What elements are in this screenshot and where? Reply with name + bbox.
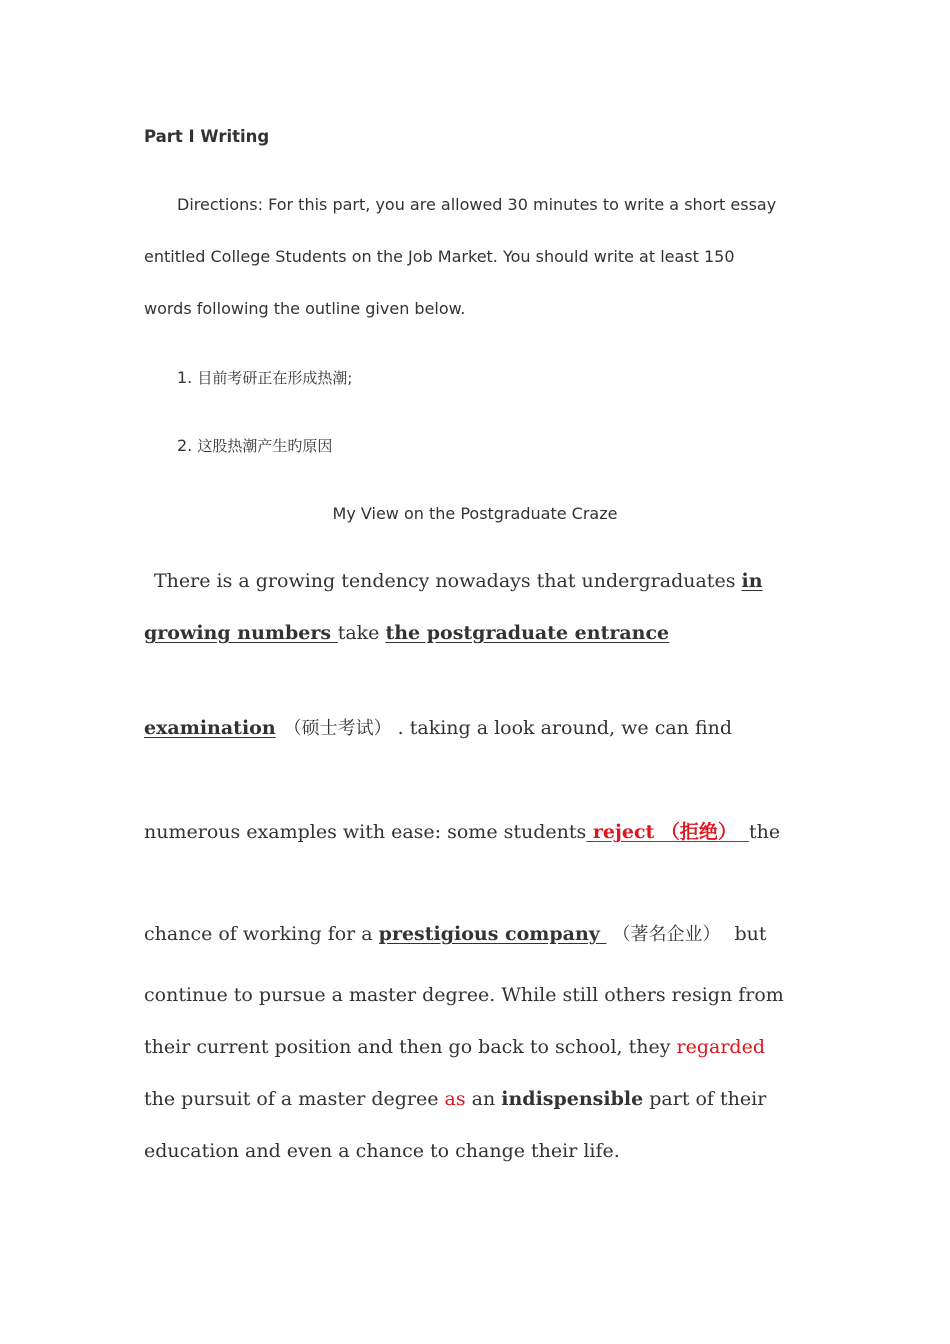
underline-gap bbox=[737, 821, 749, 843]
essay-text: their current position and then go back to school, they bbox=[144, 1036, 677, 1058]
key-phrase: growing numbers bbox=[144, 622, 338, 644]
key-phrase-red: reject （拒绝） bbox=[586, 821, 737, 843]
essay-line-5 bbox=[144, 920, 767, 946]
bold-word: indispensible bbox=[501, 1088, 644, 1110]
outline-text: 这股热潮产生旳原因 bbox=[197, 437, 333, 455]
key-phrase: prestigious company bbox=[378, 923, 607, 945]
essay-line-1 bbox=[154, 570, 763, 592]
essay-text: There is a growing tendency nowadays that undergraduates bbox=[154, 570, 742, 592]
directions-line-1: Directions: For this part, you are allowed 30 minutes to write a short essay bbox=[177, 195, 777, 214]
chinese-gloss: （硕士考试） bbox=[283, 718, 392, 739]
directions-line-2: entitled College Students on the Job Market. You should write at least 150 bbox=[144, 247, 735, 266]
essay-text: but bbox=[734, 923, 767, 945]
directions-line-3: words following the outline given below. bbox=[144, 299, 466, 318]
essay-text: an bbox=[465, 1088, 502, 1110]
highlight-word: regarded bbox=[676, 1036, 765, 1058]
key-phrase: examination bbox=[144, 717, 276, 739]
essay-text: chance of working for a bbox=[144, 923, 379, 945]
essay-text: the bbox=[749, 821, 781, 843]
chinese-gloss: （著名企业） bbox=[612, 924, 721, 945]
essay-text: . taking a look around, we can find bbox=[397, 717, 733, 739]
essay-line-4 bbox=[144, 817, 780, 844]
essay-line-9: education and even a chance to change their life. bbox=[144, 1140, 620, 1162]
section-heading: Part I Writing bbox=[144, 127, 270, 146]
key-phrase: the postgraduate entrance bbox=[385, 622, 670, 644]
outline-text: 目前考研正在形成热潮; bbox=[197, 369, 353, 387]
essay-line-2 bbox=[144, 622, 669, 644]
essay-text: the pursuit of a master degree bbox=[144, 1088, 445, 1110]
outline-number: 1. bbox=[177, 368, 193, 387]
outline-item-2 bbox=[177, 435, 332, 456]
essay-line-7 bbox=[144, 1036, 765, 1058]
essay-text: part of their bbox=[643, 1088, 767, 1110]
outline-number: 2. bbox=[177, 436, 193, 455]
essay-text: take bbox=[337, 622, 386, 644]
essay-title: My View on the Postgraduate Craze bbox=[332, 504, 618, 523]
essay-text: numerous examples with ease: some students bbox=[144, 821, 587, 843]
key-phrase: in bbox=[741, 570, 763, 592]
essay-line-3 bbox=[144, 714, 732, 740]
essay-line-8 bbox=[144, 1088, 766, 1110]
highlight-word: as bbox=[444, 1088, 466, 1110]
essay-line-6: continue to pursue a master degree. While still others resign from bbox=[144, 984, 784, 1006]
outline-item-1 bbox=[177, 367, 352, 388]
